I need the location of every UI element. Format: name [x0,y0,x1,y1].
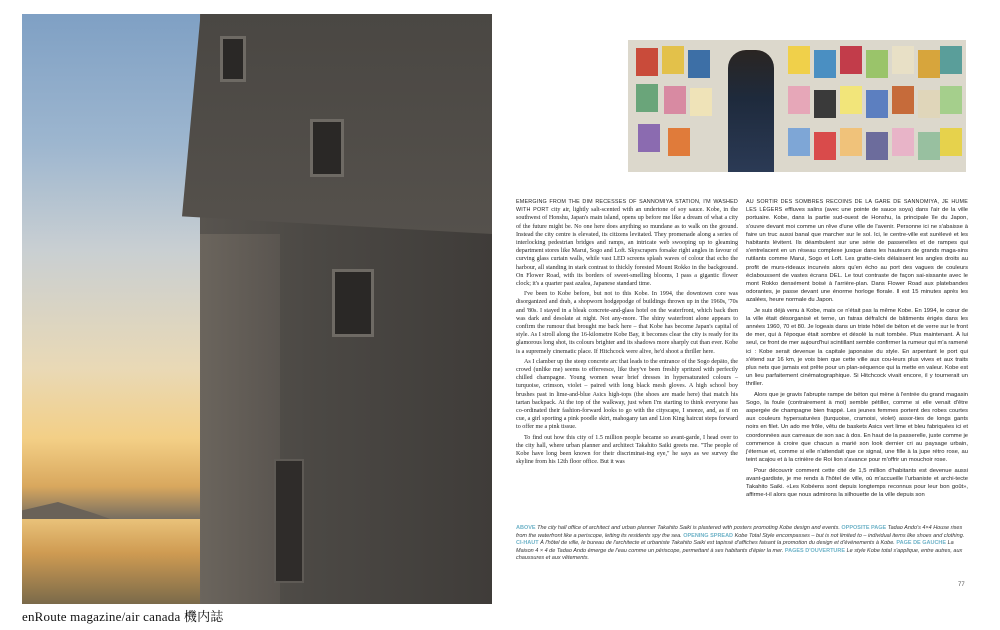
caption-text: La Maison 4 × 4 de Tadao Ando émerge de l'eau comme un périscope, permettant à ses habitants d'épier la mer. [516,540,954,554]
poster [866,50,888,78]
poster [814,132,836,160]
caption-text: Kobe Total Style encompasses – but is not limited to – individual items like shoes and clothing. [733,532,965,539]
poster [668,128,690,156]
poster [636,84,658,112]
image-source-caption: enRoute magazine/air canada 機内誌 [22,609,224,624]
poster [690,88,712,116]
caption-key: ABOVE [516,525,536,531]
paragraph: effluves salins (avec une pointe de sauce soya) dans l'air de la ville portuaire. Kobe, dans la partie sud-ouest de Honshu, la principale île du Japon, s'ouvre devant moi comme un rêve d'une ville de l'avenir. Personne ici ne s'abaisse à faire un truc aussi banal que marcher sur le sol. Ici, le centre-ville est surélevé et les habitants lévitent. Ils déambulent sur une série de passerelles et de rampes qui s'entrelacent en un réseau complexe jusque dans les hauteurs de grands maga-sins rutilants comme Marui, Sogo et Loft. Les gratte-ciels délaissent les angles droits au profit de murs-rideaux incurvés alors qu'en écho au port des vagues de couleurs éclaboussent de vastes écrans DEL. Le tout contraste de façon sai-sissante avec le mont Rokko densément boisé à l'arrière-plan. Dans Flower Road aux platebandes odorantes, je passe devant une énorme horloge florale. Il est 15 minutes après les azalées, heure normale du Japon. [746,207,968,304]
article-column-english [516,198,738,469]
poster [840,86,862,114]
poster [814,50,836,78]
caption-key: PAGE DE GAUCHE [896,540,947,547]
poster [866,90,888,118]
caption-text: Tadao Ando's 4×4 House rises from the waterfront like a periscope, letting its residents spy the sea. [516,525,963,539]
caption-text: Le style Kobe total s'applique, entre autres, aux chaussures et aux vêtements. [516,547,963,562]
poster [918,132,940,160]
poster [940,46,962,74]
page-number: 77 [958,582,965,588]
poster [638,124,660,152]
poster [788,86,810,114]
paragraph: To find out how this city of 1.5 million people became so avant-garde, I head over to the city hall, where urban planner and architect Takahito Saiki greets me. "The people of Kobe have long been known for their discriminat-ing eye," he says as we survey the skyline from his 12th floor office. But it was [516,434,738,466]
poster [840,46,862,74]
caption-text: À l'hôtel de ville, le bureau de l'architecte et urbaniste Takahito Saiki est tapissé d'affiches faisant la promotion du design et d'événements à Kobe. [538,540,897,547]
poster [664,86,686,114]
tower-door [274,459,304,583]
tower-window [220,36,246,82]
caption-text: The city hall office of architect and urban planner Takahito Saiki is plastered with posters promoting Kobe design and events. [535,525,842,531]
poster [788,46,810,74]
poster [918,50,940,78]
photo-city-hall-office [628,40,966,172]
poster [788,128,810,156]
poster [892,128,914,156]
poster [940,86,962,114]
poster [688,50,710,78]
paragraph: city air, lightly salt-scented with an undertone of soy sauce. Kobe, in the southwest of Honshu, Japan's main island, opens up before me like a dream of what a city of the future might be. No one here does anything so mundane as to walk on the ground. Instead the city centre is elevated, its citizens levitated. They promenade along a series of interlocking pedestrian bridges and ramps, an intricate web swooping up to gleaming department stores like Marui, Sogo and Loft. Skyscrapers forsake right angles in favour of curving glass curtain walls, while vast LED screens splash waves of colour that echo the harbour, all standing in stark contrast to thickly forested Mount Rokko in the background. On Flower Road, with its borders of sweet-smelling blooms, I pass a gigantic flower clock; it's a quarter past azalea, Japanese standard time. [516,207,738,288]
paragraph: Pour découvrir comment cette cité de 1,5 million d'habitants est devenue aussi avant-gardiste, je me rends à l'hôtel de ville, où m'accueille l'urbaniste et archi-tecte Takahito Saiki. «Les Kobéens sont depuis longtemps reconnus pour leur bon goût», affirme-t-il alors que nous admirons la silhouette de la ville depuis son [746,467,968,499]
lead-in-english: EMERGING FROM THE DIM RECESSES OF SANNOMIYA STATION, I'M WASHED WITH PORT [516,199,738,214]
lead-in-french: AU SORTIR DES SOMBRES RECOINS DE LA GARE DE SANNOMIYA, JE HUME LES LÉGERS [746,199,968,214]
caption-key: PAGES D'OUVERTURE [784,547,846,554]
article-column-french [746,198,968,501]
photo-captions [516,525,968,563]
tower-side-wall [200,234,280,604]
poster [918,90,940,118]
woman-figure [728,50,774,172]
paragraph: As I clamber up the steep concrete arc that leads to the entrance of the Sogo depāto, the crowd (unlike me) seems to effervesce, like they've been freshly spritzed with perfectly chilled champagne. Young women wear brief dresses in hypersaturated colours – turquoise, crimson, violet – paired with long black mesh gloves. A high school boy brushes past in lime-and-blue Asics high-tops (the shoes are made here) that match his tartan backpack. At the top of the walkway, just when I'm starting to think everyone has co-ordinated their fashion-forward looks to go with the cityscape, I sneeze, and, as if on cue, a girl sporting a pink poodle skirt, mahogany tan and Lion King haircut steps forward to offer me a pink tissue. [516,358,738,431]
tower-window [310,119,344,177]
poster [636,48,658,76]
caption-key: OPPOSITE PAGE [841,525,887,531]
paragraph: I've been to Kobe before, but not to this Kobe. In 1994, the downtown core was disorganized and drab, a shopworn hodgepodge of buildings thrown up in the 1960s, '70s and '80s. I stayed in a bleak concrete-and-glass hotel on the waterfront, which back then was dark and desolate at night. Not any-more. The shiny waterfront alone appears to confirm the rumour that brought me back here – that Kobe has become Japan's capital of style. As I stroll along the 16-kilometre Kobe Bay, it becomes clear the city is ready for its glamorous long shot, its colours brighter and its shadows more sharply cut than ever. Kobe is a supremely cinematic place. If Hitchcock were alive, he'd shoot a thriller here. [516,291,738,355]
poster [814,90,836,118]
poster [840,128,862,156]
caption-key: CI-HAUT [516,540,539,547]
poster [892,86,914,114]
caption-key: OPENING SPREAD [683,532,734,539]
photo-tadao-ando-4x4-house [22,14,492,604]
poster [940,128,962,156]
tower-window [332,269,374,337]
paragraph: Alors que je gravis l'abrupte rampe de béton qui mène à l'entrée du grand magasin Sogo, la foule (contrairement à moi) semble pétiller, comme si elle venait d'être aspergée de champagne bien frappé. Les jeunes femmes portent des robes courtes aux couleurs hypersaturées (turquoise, cramoisi, violet) assor-ties de longs gants noirs en filet. Un ado me frôle, vêtu de baskets Asics vert lime et bleu fabriquées ici et coordonnées aux carreaux de son sac à dos. En haut de la passerelle, juste comme je commence à croire que chacun a marié son look dernier cri au paysage urbain, j'éternue et, comme si elle n'attendait que ce signal, une fille à la jupe rétro rose, au teint acajou et à la crinière de Roi lion s'avance pour m'offrir un mouchoir rose. [746,391,968,464]
paragraph: Je suis déjà venu à Kobe, mais ce n'était pas la même Kobe. En 1994, le cœur de la ville était désorganisé et terne, un fatras défraîchi de bâtiments érigés dans les années 1960, 70 et 80. Je logeais dans un triste hôtel de béton et de verre sur le front de mer, qui à l'époque était sombre et désolé la nuit tombée. Plus maintenant. À lui seul, ce front de mer aujourd'hui scintillant semble confirmer la rumeur qui m'a ramené ici : Kobe serait devenue la capitale japonaise du style. En arpentant le port qui s'étend sur 16 km, je vois bien que cette ville aux cou-leurs plus vives et aux traits plus nets que jamais est prête pour un plan-séquence qui la mette en valeur. Kobe est un lieu parfaitement cinématographique. Si Hitchcock vivait encore, il y tournerait un thriller. [746,307,968,388]
poster [866,132,888,160]
poster [892,46,914,74]
poster [662,46,684,74]
